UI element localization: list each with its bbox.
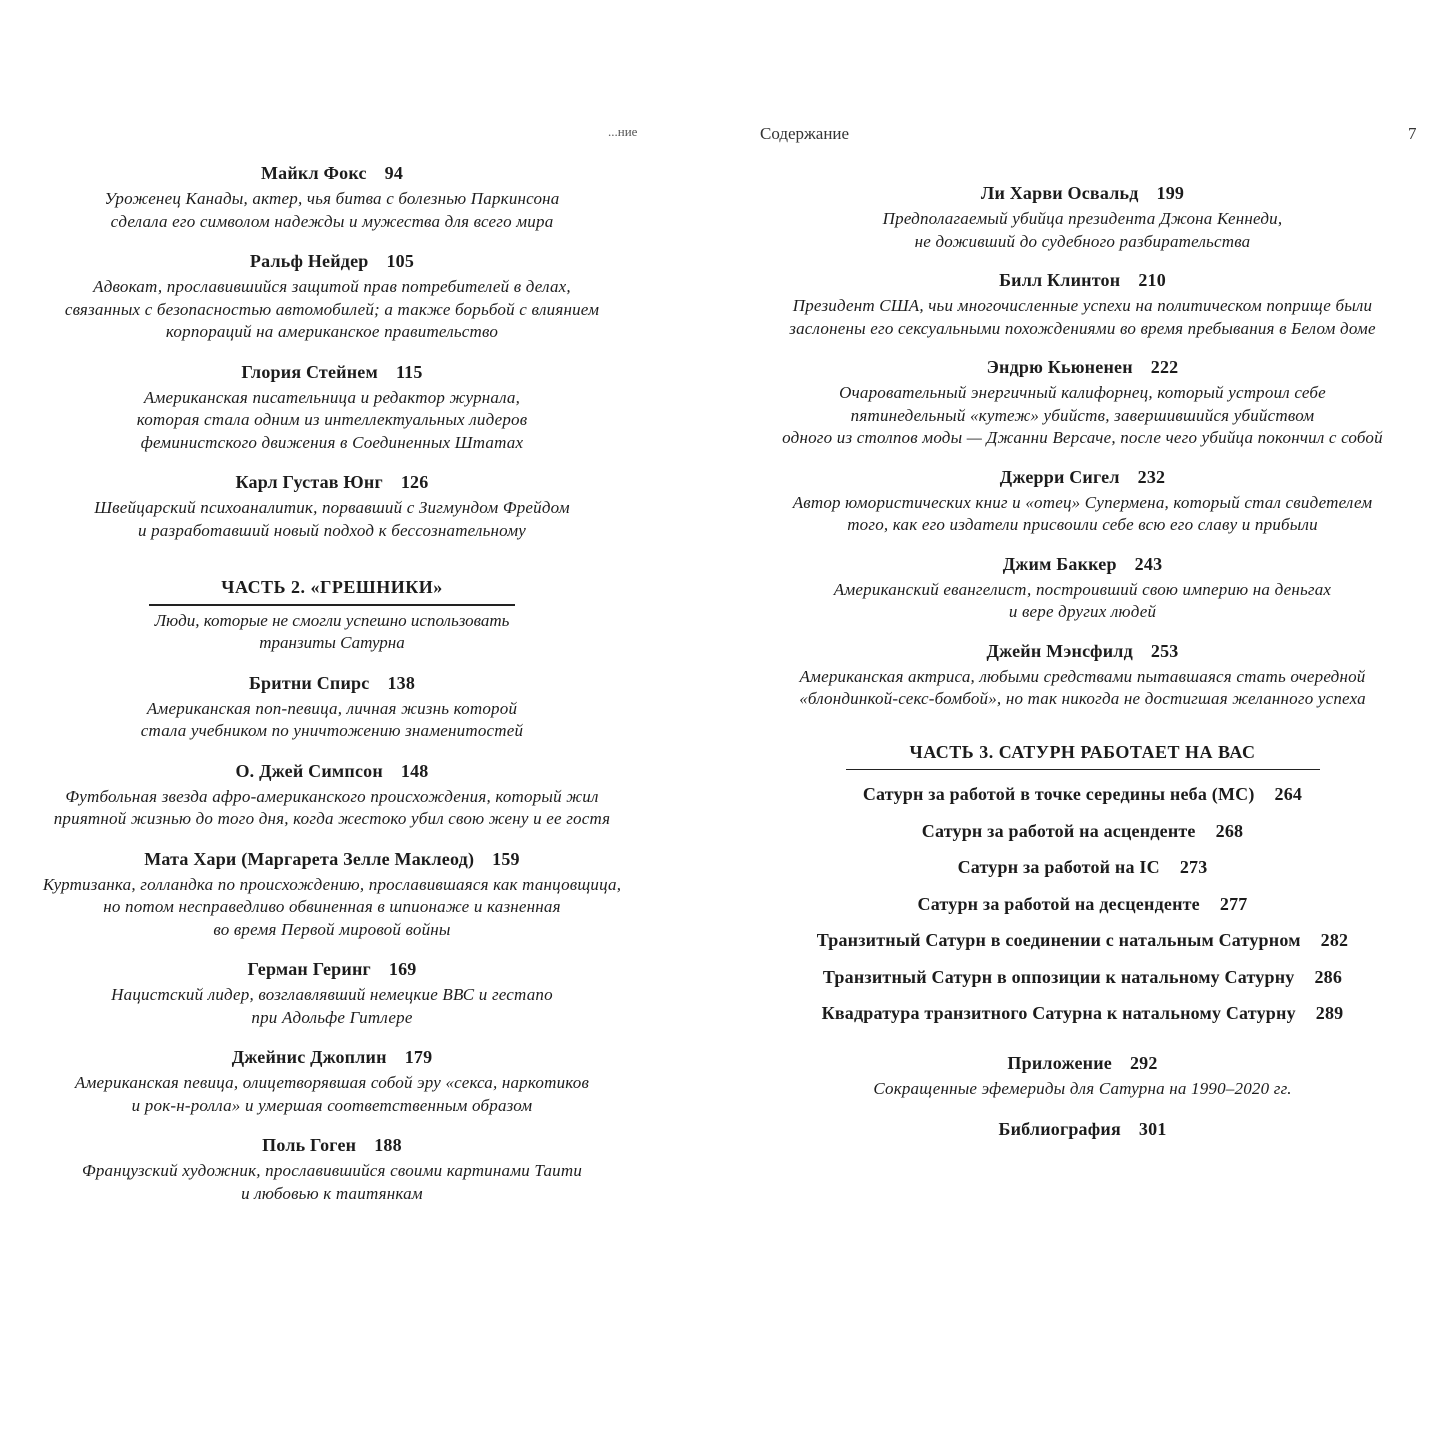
desc-line: Американская актриса, любыми средствами пытавшаяся стать очередной	[799, 666, 1366, 686]
toc-entry	[720, 352, 1445, 450]
entry-desc	[0, 874, 664, 942]
desc-line: Куртизанка, голландка по происхождению, прославившаяся как танцовщица,	[42, 874, 622, 894]
entry-name: Джим Баккер	[1002, 553, 1117, 574]
entry-page: 148	[400, 760, 429, 781]
entry-name: Эндрю Кьюненен	[986, 357, 1133, 377]
part3-item	[720, 849, 1445, 886]
entry-name: Глория Стейнем	[241, 361, 378, 382]
desc-line: Президент США, чьи многочисленные успехи на политическом поприще были	[792, 296, 1373, 315]
desc-line: и вере других людей	[1008, 602, 1157, 621]
part3-title: ЧАСТЬ 3. САТУРН РАБОТАЕТ НА ВАС	[909, 741, 1256, 762]
entry-desc	[0, 188, 664, 233]
toc-entry	[0, 1042, 664, 1117]
entry-title	[720, 265, 1445, 295]
desc-line: того, как его издатели присвоили себе всю его славу и прибыли	[847, 515, 1318, 534]
entry-title	[720, 636, 1445, 666]
entry-page: 179	[404, 1047, 433, 1067]
entry-name: Мата Хари (Маргарета Зелле Маклеод)	[144, 848, 475, 869]
entry-page: 188	[374, 1135, 402, 1155]
desc-line: Уроженец Канады, актер, чья битва с болезнью Паркинсона	[104, 189, 560, 208]
page-number: 7	[1408, 124, 1417, 143]
desc-line: стала учебником по уничтожению знаменитостей	[140, 721, 524, 740]
part3-item	[720, 776, 1445, 813]
desc-line: «блондинкой-секс-бомбой», но так никогда не достигшая желанного успеха	[799, 689, 1366, 708]
entry-page: 126	[400, 472, 429, 492]
part3-item-title: Сатурн за работой в точке середины неба (МС)	[862, 784, 1255, 804]
entry-name: Карл Густав Юнг	[235, 472, 383, 492]
desc-line: но потом несправедливо обвиненная в шпионаже и казненная	[103, 897, 561, 916]
appendix-title	[720, 1048, 1445, 1078]
entry-desc	[0, 984, 664, 1029]
part2-rule	[149, 604, 515, 606]
entry-desc	[0, 698, 664, 743]
desc-line: Американская поп-певица, личная жизнь которой	[146, 698, 518, 718]
bibliography-title	[720, 1114, 1445, 1144]
left-column	[0, 158, 664, 1205]
entry-page: 94	[384, 163, 404, 183]
desc-line: связанных с безопасностью автомобилей; а также борьбой с влиянием	[64, 299, 600, 319]
entry-page: 105	[386, 251, 415, 271]
entry-name: Джейн Мэнсфилд	[986, 640, 1133, 661]
entry-title	[0, 246, 664, 276]
part3-item-title: Транзитный Сатурн в оппозиции к натальному Сатурну	[822, 966, 1295, 987]
entry-name: Бритни Спирс	[248, 672, 370, 693]
desc-line: и рок-н-ролла» и умершая соответственным образом	[131, 1095, 533, 1115]
toc-entry	[720, 265, 1445, 340]
toc-entry	[0, 158, 664, 233]
entry-title	[720, 549, 1445, 579]
desc-line: Швейцарский психоаналитик, порвавший с Зигмундом Фрейдом	[94, 498, 570, 517]
entry-desc	[0, 1072, 664, 1117]
entry-page: 199	[1156, 183, 1185, 203]
desc-line: Нацистский лидер, возглавлявший немецкие ВВС и гестапо	[111, 985, 553, 1004]
entry-desc	[720, 579, 1445, 624]
desc-line: Сокращенные эфемериды для Сатурна на 1990–2020 гг.	[873, 1078, 1292, 1098]
entry-page: 243	[1134, 553, 1163, 574]
part3-item-title: Сатурн за работой на десценденте	[917, 893, 1200, 914]
toc-entry	[720, 178, 1445, 253]
part3-item-page: 273	[1179, 857, 1208, 877]
part3-item	[720, 959, 1445, 996]
entry-name: Поль Гоген	[262, 1135, 357, 1155]
entry-desc	[720, 492, 1445, 537]
desc-line: пятинедельный «кутеж» убийств, завершившийся убийством	[850, 405, 1315, 425]
entry-name: Майкл Фокс	[260, 163, 367, 183]
entry-desc	[0, 276, 664, 344]
bibliography-title-text: Библиография	[998, 1119, 1121, 1139]
desc-line: и разработавший новый подход к бессознательному	[137, 520, 527, 540]
toc-entry	[0, 467, 664, 542]
entry-desc	[720, 666, 1445, 711]
entry-desc	[720, 382, 1445, 450]
entry-name: Ральф Нейдер	[249, 251, 369, 271]
desc-line: Люди, которые не смогли успешно использовать	[154, 610, 510, 630]
appendix-page: 292	[1129, 1052, 1158, 1073]
left-entries-top	[0, 158, 664, 542]
part3-section	[720, 737, 1445, 771]
entry-title	[720, 352, 1445, 382]
part2-desc	[0, 610, 664, 655]
entry-title	[0, 158, 664, 188]
entry-title	[0, 357, 664, 387]
desc-line: Американская певица, олицетворявшая собой эру «секса, наркотиков	[74, 1073, 590, 1092]
entry-page: 210	[1138, 270, 1166, 290]
part3-item-title: Транзитный Сатурн в соединении с натальным Сатурном	[816, 930, 1301, 950]
entry-name: Ли Харви Освальд	[980, 183, 1139, 203]
part3-item-title: Сатурн за работой на асценденте	[921, 820, 1196, 841]
part3-item-title: Сатурн за работой на IC	[957, 857, 1160, 877]
appendix-title-text: Приложение	[1007, 1052, 1112, 1073]
entry-title	[0, 1130, 664, 1160]
appendix-entry	[720, 1048, 1445, 1101]
entry-desc	[0, 387, 664, 455]
entry-desc	[720, 208, 1445, 253]
part3-item	[720, 886, 1445, 923]
entry-page: 169	[388, 959, 417, 979]
part3-rule	[846, 769, 1320, 771]
bibliography-page: 301	[1138, 1119, 1167, 1139]
toc-entry	[720, 636, 1445, 711]
toc-entry	[0, 668, 664, 743]
toc-entry	[0, 357, 664, 455]
part3-item-page: 277	[1219, 893, 1248, 914]
entry-name: Джейнис Джоплин	[231, 1047, 387, 1067]
entry-name: Джерри Сигел	[999, 466, 1120, 487]
right-column	[720, 178, 1445, 1144]
part3-item	[720, 813, 1445, 850]
entry-title	[0, 756, 664, 786]
toc-entry	[0, 246, 664, 344]
entry-desc	[0, 497, 664, 542]
toc-entry	[0, 1130, 664, 1205]
toc-entry	[720, 462, 1445, 537]
desc-line: феминистского движения в Соединенных Штатах	[140, 432, 524, 452]
desc-line: приятной жизнью до того дня, когда жестоко убил свою жену и ее гостя	[53, 809, 611, 828]
entry-name: Герман Геринг	[247, 959, 371, 979]
desc-line: Американский евангелист, построивший свою империю на деньгах	[833, 579, 1332, 599]
entry-desc	[0, 1160, 664, 1205]
toc-entry	[0, 844, 664, 942]
entry-page: 232	[1137, 466, 1166, 487]
part2-section	[0, 572, 664, 655]
desc-line: заслонены его сексуальными похождениями во время пребывания в Белом доме	[789, 318, 1376, 338]
entry-desc	[720, 295, 1445, 340]
desc-line: и любовью к таитянкам	[241, 1183, 423, 1203]
entry-desc	[0, 786, 664, 831]
part3-item-page: 289	[1315, 1003, 1344, 1023]
desc-line: транзиты Сатурна	[259, 633, 405, 652]
part3-list	[720, 776, 1445, 1032]
section-header: Содержание	[760, 124, 850, 143]
entry-title	[0, 1042, 664, 1072]
left-header-fragment: ...ние	[608, 124, 638, 139]
part3-item-page: 268	[1215, 820, 1244, 841]
entry-name: Билл Клинтон	[999, 270, 1121, 290]
left-entries-part2	[0, 668, 664, 1206]
toc-entry	[0, 756, 664, 831]
entry-page: 159	[492, 848, 520, 869]
part3-item-page: 286	[1314, 966, 1343, 987]
part3-item-page: 282	[1320, 930, 1349, 950]
desc-line: сделала его символом надежды и мужества для всего мира	[110, 211, 554, 231]
desc-line: Предполагаемый убийца президента Джона Кеннеди,	[882, 209, 1283, 228]
desc-line: Американская писательница и редактор журнала,	[143, 387, 521, 407]
toc-entry	[0, 954, 664, 1029]
part3-item-page: 264	[1274, 784, 1303, 804]
part2-title: ЧАСТЬ 2. «ГРЕШНИКИ»	[221, 577, 443, 597]
desc-line: Очаровательный энергичный калифорнец, который устроил себе	[839, 383, 1326, 402]
entry-title	[720, 178, 1445, 208]
entry-title	[0, 668, 664, 698]
entry-page: 222	[1150, 357, 1179, 377]
desc-line: Адвокат, прославившийся защитой прав потребителей в делах,	[93, 277, 571, 296]
desc-line: Автор юмористических книг и «отец» Супермена, который стал свидетелем	[792, 492, 1373, 512]
part3-item-title: Квадратура транзитного Сатурна к натальному Сатурну	[821, 1003, 1296, 1023]
entry-title	[0, 844, 664, 874]
desc-line: не доживший до судебного разбирательства	[914, 231, 1251, 251]
bibliography-entry	[720, 1114, 1445, 1144]
appendix-desc	[720, 1078, 1445, 1101]
entry-title	[0, 467, 664, 497]
part3-item	[720, 995, 1445, 1032]
part3-item	[720, 922, 1445, 959]
desc-line: при Адольфе Гитлере	[251, 1007, 413, 1027]
entry-name: О. Джей Симпсон	[235, 760, 383, 781]
toc-entry	[720, 549, 1445, 624]
entry-title	[0, 954, 664, 984]
desc-line: которая стала одним из интеллектуальных лидеров	[136, 410, 528, 429]
entry-page: 138	[387, 672, 416, 693]
entry-title	[720, 462, 1445, 492]
entry-page: 115	[395, 361, 423, 382]
desc-line: одного из столпов моды — Джанни Версаче, после чего убийца покончил с собой	[782, 428, 1383, 447]
desc-line: Футбольная звезда афро-американского происхождения, который жил	[65, 786, 599, 806]
entry-page: 253	[1150, 640, 1179, 661]
desc-line: Французский художник, прославившийся своими картинами Таити	[81, 1161, 583, 1180]
desc-line: корпораций на американское правительство	[165, 322, 499, 341]
right-entries	[720, 178, 1445, 711]
desc-line: во время Первой мировой войны	[213, 919, 451, 939]
